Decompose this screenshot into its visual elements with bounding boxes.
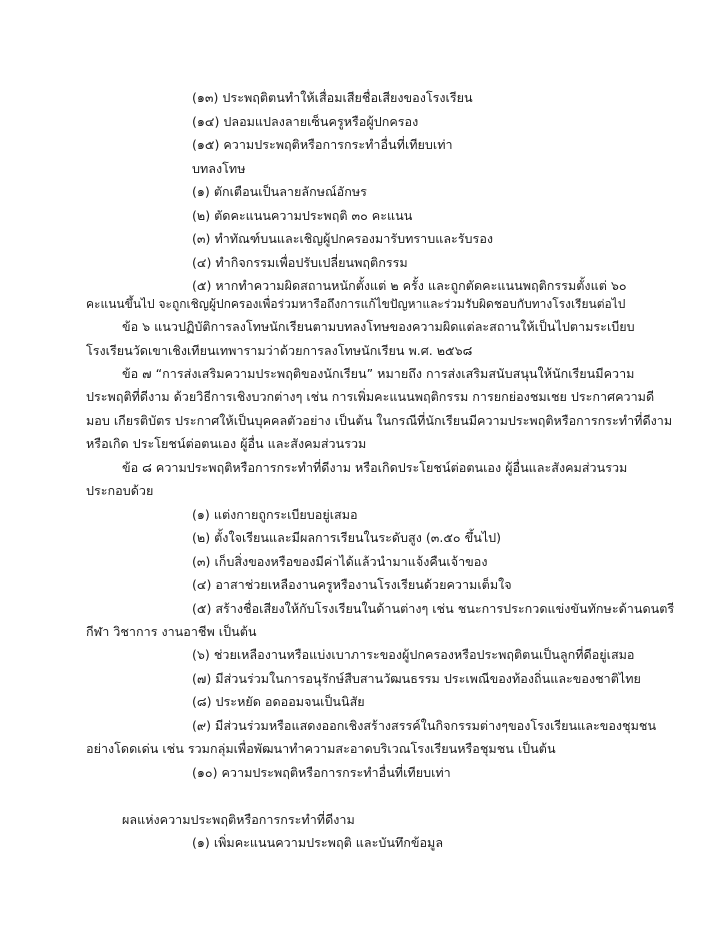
good-6-line: (๖) ช่วยเหลืองานหรือแบ่งเบาภาระของผู้ปกครองหรือประพฤติตนเป็นลูกที่ดีอยู่เสมอ [192, 647, 635, 662]
good-5-continuation: กีฬา วิชาการ งานอาชีพ เป็นต้น [86, 624, 257, 639]
item-14-line: (๑๔) ปลอมแปลงลายเซ็นครูหรือผู้ปกครอง [192, 114, 419, 129]
good-1-line: (๑) แต่งกายถูกระเบียบอยู่เสมอ [192, 507, 358, 522]
article-7-continuation-1: ประพฤติที่ดีงาม ด้วยวิธีการเชิงบวกต่างๆ เช่น การเพิ่มคะแนนพฤติกรรม การยกย่องชมเชย ประกาศความดี [86, 389, 655, 404]
good-7-line: (๗) มีส่วนร่วมในการอนุรักษ์สืบสานวัฒนธรรม ประเพณีของท้องถิ่นและของชาติไทย [192, 671, 641, 686]
penalty-4-line: (๔) ทำกิจกรรมเพื่อปรับเปลี่ยนพฤติกรรม [192, 255, 408, 270]
penalty-2-line: (๒) ตัดคะแนนความประพฤติ ๓๐ คะแนน [192, 208, 413, 223]
penalty-heading: บทลงโทษ [192, 161, 246, 176]
article-6-continuation: โรงเรียนวัดเขาเชิงเทียนเทพารามว่าด้วยการลงโทษนักเรียน พ.ศ. ๒๕๖๘ [86, 343, 473, 358]
penalty-5-line: (๕) หากทำความผิดสถานหนักตั้งแต่ ๒ ครั้ง และถูกตัดคะแนนพฤติกรรมตั้งแต่ ๖๐ [192, 278, 627, 293]
penalty-5-continuation: คะแนนขึ้นไป จะถูกเชิญผู้ปกครองเพื่อร่วมหารือถึงการแก้ไขปัญหาและร่วมรับผิดชอบกับทางโรงเรียนต่อไป [86, 297, 626, 311]
article-6-line: ข้อ ๖ แนวปฏิบัติการลงโทษนักเรียนตามบทลงโทษของความผิดแต่ละสถานให้เป็นไปตามระเบียบ [122, 319, 635, 334]
good-4-line: (๔) อาสาช่วยเหลืองานครูหรืองานโรงเรียนด้วยความเต็มใจ [192, 577, 512, 592]
good-2-line: (๒) ตั้งใจเรียนและมีผลการเรียนในระดับสูง (๓.๕๐ ขึ้นไป) [192, 530, 502, 545]
good-10-line: (๑๐) ความประพฤติหรือการกระทำอื่นที่เทียบเท่า [192, 765, 451, 780]
article-7-line: ข้อ ๗ “การส่งเสริมความประพฤติของนักเรียน” หมายถึง การส่งเสริมสนับสนุนให้นักเรียนมีความ [122, 366, 635, 381]
reward-1-line: (๑) เพิ่มคะแนนความประพฤติ และบันทึกข้อมูล [192, 835, 444, 850]
penalty-3-line: (๓) ทำทัณฑ์บนและเชิญผู้ปกครองมารับทราบและรับรอง [192, 231, 494, 246]
reward-heading: ผลแห่งความประพฤติหรือการกระทำที่ดีงาม [122, 812, 355, 827]
good-5-line: (๕) สร้างชื่อเสียงให้กับโรงเรียนในด้านต่างๆ เช่น ชนะการประกวดแข่งขันทักษะด้านดนตรี [192, 601, 675, 616]
item-15-line: (๑๕) ความประพฤติหรือการกระทำอื่นที่เทียบเท่า [192, 137, 453, 152]
good-9-line: (๙) มีส่วนร่วมหรือแสดงออกเชิงสร้างสรรค์ในกิจกรรมต่างๆของโรงเรียนและของชุมชน [192, 718, 657, 733]
article-7-continuation-2: มอบ เกียรติบัตร ประกาศให้เป็นบุคคลตัวอย่าง เป็นต้น ในกรณีที่นักเรียนมีความประพฤติหรือการกระทำที่ดีงาม [86, 413, 673, 428]
item-13-line: (๑๓) ประพฤติตนทำให้เสื่อมเสียชื่อเสียงของโรงเรียน [192, 90, 473, 105]
good-8-line: (๘) ประหยัด อดออมจนเป็นนิสัย [192, 694, 365, 709]
article-7-continuation-3: หรือเกิด ประโยชน์ต่อตนเอง ผู้อื่น และสังคมส่วนรวม [86, 436, 367, 451]
penalty-1-line: (๑) ตักเตือนเป็นลายลักษณ์อักษร [192, 184, 367, 199]
article-8-continuation: ประกอบด้วย [86, 483, 154, 498]
good-9-continuation: อย่างโดดเด่น เช่น รวมกลุ่มเพื่อพัฒนาทำความสะอาดบริเวณโรงเรียนหรือชุมชน เป็นต้น [86, 741, 556, 756]
good-3-line: (๓) เก็บสิ่งของหรือของมีค่าได้แล้วนำมาแจ้งคืนเจ้าของ [192, 554, 488, 569]
article-8-line: ข้อ ๘ ความประพฤติหรือการกระทำที่ดีงาม หรือเกิดประโยชน์ต่อตนเอง ผู้อื่นและสังคมส่วนรวม [122, 460, 628, 475]
